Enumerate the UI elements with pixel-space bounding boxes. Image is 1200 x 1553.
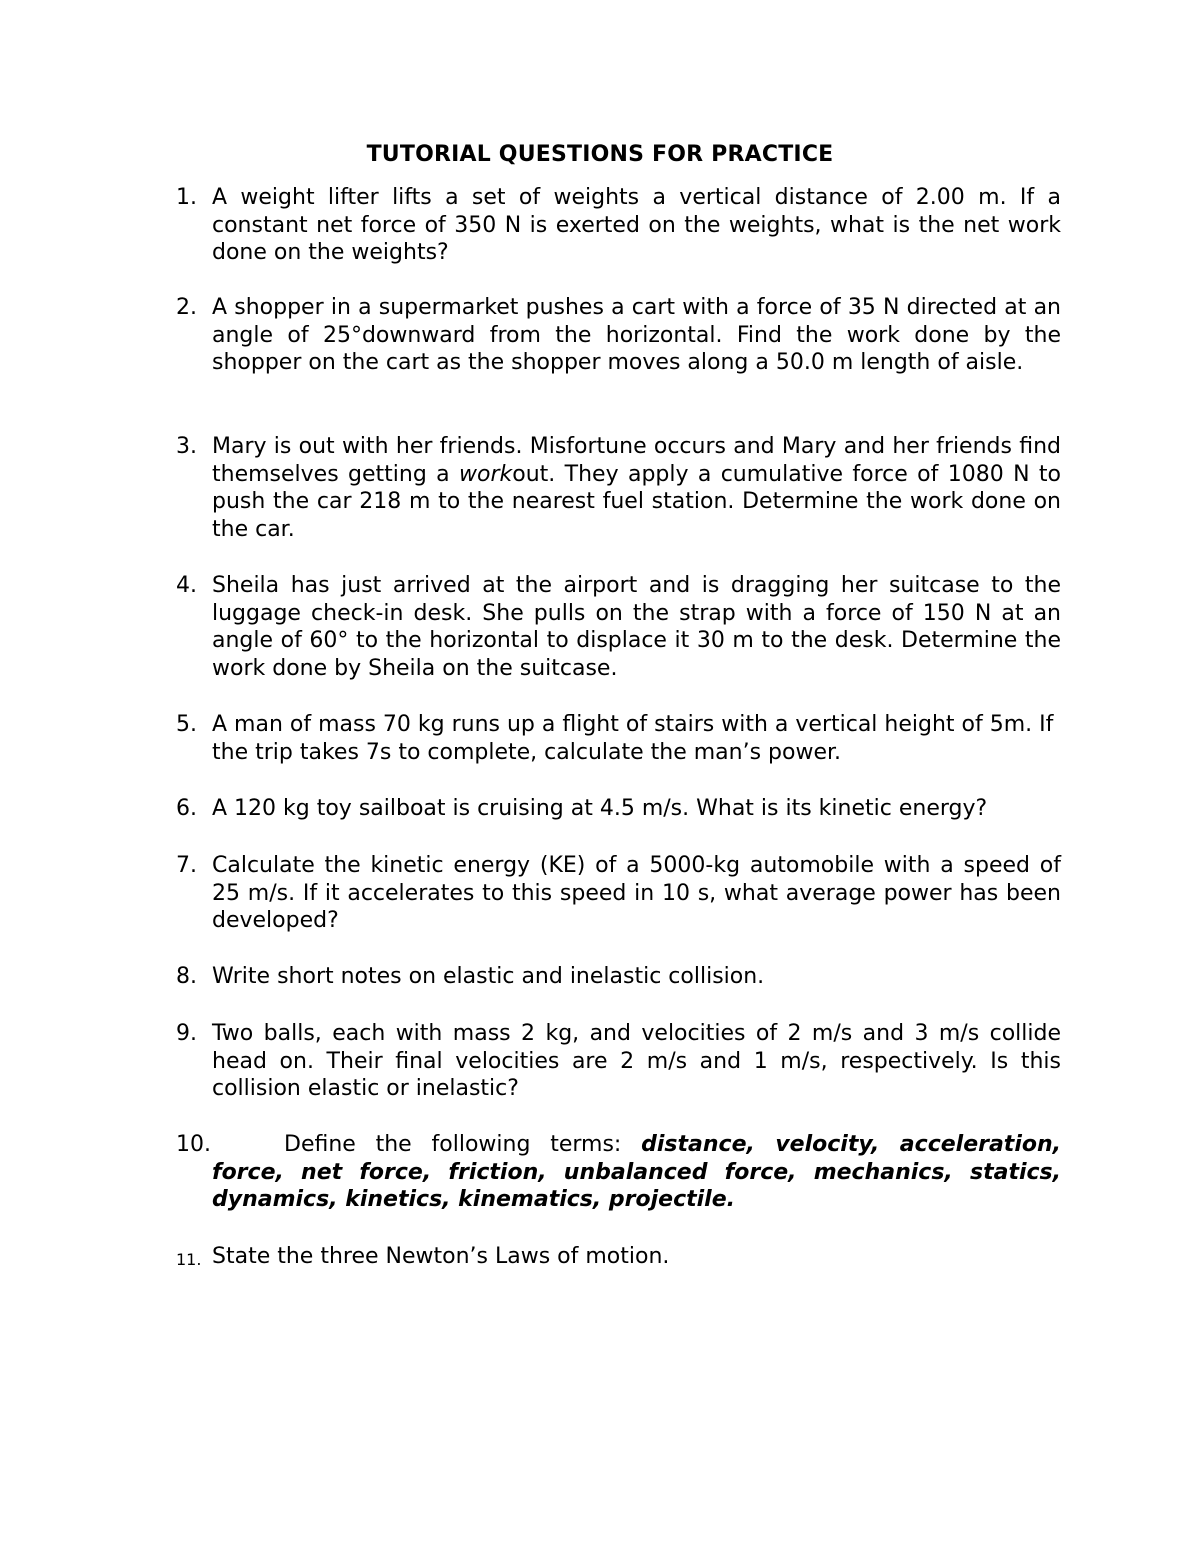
question-9 [176, 1020, 1061, 1103]
question-6 [176, 795, 1061, 823]
question-text: Define the following terms: distance, velocity, acceleration, force, net force, friction, unbalanced force, mechanics, statics, dynamics, kinetics, kinematics, projectile. [212, 1132, 1061, 1213]
question-text: Mary is out with her friends. Misfortune occurs and Mary and her friends find themselves getting a workout. They apply a cumulative force of 1080 N to push the car 218 m to the nearest fuel station. Determine the work done on the car. [212, 434, 1061, 542]
question-number: 8. [176, 964, 197, 989]
question-5 [176, 711, 1061, 766]
question-text: Two balls, each with mass 2 kg, and velocities of 2 m/s and 3 m/s collide head on. Their final velocities are 2 m/s and 1 m/s, respectively. Is this collision elastic or inelastic? [212, 1021, 1061, 1102]
question-text: Calculate the kinetic energy (KE) of a 5000-kg automobile with a speed of 25 m/s. If it accelerates to this speed in 10 s, what average power has been developed? [212, 853, 1061, 934]
emphasis-work: work [459, 461, 513, 487]
question-number: 4. [176, 573, 197, 598]
question-number: 7. [176, 853, 197, 878]
question-text: A shopper in a supermarket pushes a cart with a force of 35 N directed at an angle of 25°downward from the horizontal. Find the work done by the shopper on the cart as the shopper moves along a 50.0 m length of aisle. [212, 295, 1061, 376]
question-text: State the three Newton’s Laws of motion. [212, 1244, 670, 1269]
question-text: A 120 kg toy sailboat is cruising at 4.5 m/s. What is its kinetic energy? [212, 796, 988, 821]
question-number: 11. [176, 1250, 202, 1269]
question-text: A weight lifter lifts a set of weights a vertical distance of 2.00 m. If a constant net force of 350 N is exerted on the weights, what is the net work done on the weights? [212, 185, 1061, 266]
question-2 [176, 294, 1061, 377]
question-number: 10. [176, 1132, 211, 1157]
question-11 [176, 1243, 1061, 1271]
question-10 [176, 1131, 1061, 1214]
question-number: 3. [176, 434, 197, 459]
question-text: Sheila has just arrived at the airport and is dragging her suitcase to the luggage check-in desk. She pulls on the strap with a force of 150 N at an angle of 60° to the horizontal to displace it 30 m to the desk. Determine the work done by Sheila on the suitcase. [212, 573, 1061, 681]
question-7 [176, 852, 1061, 935]
question-number: 6. [176, 796, 197, 821]
question-number: 1. [176, 185, 197, 210]
question-3 [176, 433, 1061, 543]
defined-terms: distance, velocity, acceleration, force, net force, friction, unbalanced force, mechanics, statics, dynamics, kinetics, kinematics, projectile [212, 1132, 1061, 1213]
question-number: 2. [176, 295, 197, 320]
question-text: Write short notes on elastic and inelastic collision. [212, 964, 765, 989]
page-title: TUTORIAL QUESTIONS FOR PRACTICE [366, 142, 834, 167]
question-8 [176, 963, 1061, 991]
question-4 [176, 572, 1061, 682]
question-text: A man of mass 70 kg runs up a flight of stairs with a vertical height of 5m. If the trip takes 7s to complete, calculate the man’s power. [212, 712, 1054, 765]
question-1 [176, 184, 1061, 267]
question-number: 5. [176, 712, 197, 737]
question-number: 9. [176, 1021, 197, 1046]
